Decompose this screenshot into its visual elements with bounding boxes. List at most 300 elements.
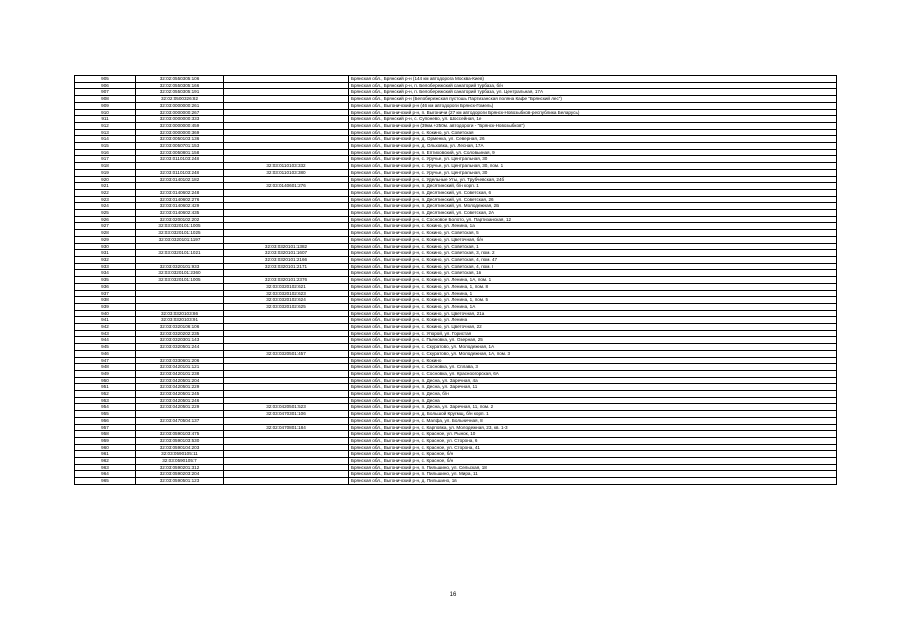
- building-cadastral-cell: [224, 444, 349, 451]
- table-row: [75, 156, 837, 163]
- building-cadastral-cell: [224, 337, 349, 344]
- building-cadastral-cell: [224, 431, 349, 438]
- row-number-cell: 914: [75, 136, 136, 143]
- land-cadastral-cell: 32:03:0470504:137: [136, 417, 224, 424]
- land-cadastral-cell: 32:03:0110103:248: [136, 156, 224, 163]
- land-cadastral-cell: 32:03:0320301:143: [136, 337, 224, 344]
- building-cadastral-cell: 32:03:0470301:106: [224, 411, 349, 418]
- row-number-cell: 954: [75, 404, 136, 411]
- address-cell: Брянская обл., Брянский р-н (Белобережская пустошь Партизанская поляна Кафе "Брянский лес"): [349, 96, 837, 103]
- building-cadastral-cell: [224, 129, 349, 136]
- table-row: [75, 122, 837, 129]
- address-cell: Брянская обл., Выгоничский р-н, с. Карповка, ул. Молодежная, 23, кв. 1-3: [349, 424, 837, 431]
- table-row: [75, 303, 837, 310]
- building-cadastral-cell: [224, 116, 349, 123]
- building-cadastral-cell: [224, 317, 349, 324]
- table-row: [75, 102, 837, 109]
- row-number-cell: 913: [75, 129, 136, 136]
- table-row: [75, 210, 837, 217]
- land-cadastral-cell: 32:03:0590104:203: [136, 444, 224, 451]
- row-number-cell: 942: [75, 324, 136, 331]
- address-cell: Брянская обл., Выгоничский р-н, с. Кокино, ул. Советская, 4, пом. I: [349, 263, 837, 270]
- building-cadastral-cell: [224, 357, 349, 364]
- table-row: [75, 337, 837, 344]
- address-cell: Брянская обл., Выгоничский р-н, п. Десна, ул. Заречная, 11: [349, 384, 837, 391]
- building-cadastral-cell: 32:03:0320101:1382: [224, 243, 349, 250]
- land-cadastral-cell: 32:03:0590201:312: [136, 464, 224, 471]
- row-number-cell: 960: [75, 444, 136, 451]
- building-cadastral-cell: 32:03:0110103:380: [224, 169, 349, 176]
- address-cell: Брянская обл., Выгоничский р-н, с. Кокино, ул. Ленина, 1а: [349, 223, 837, 230]
- land-cadastral-cell: [136, 183, 224, 190]
- land-cadastral-cell: 32:03:0200102:202: [136, 216, 224, 223]
- building-cadastral-cell: [224, 223, 349, 230]
- land-cadastral-cell: 32:03:0320101:1025: [136, 230, 224, 237]
- address-cell: Брянская обл., Выгоничский р-н, с. Кокино, ул. Советская: [349, 129, 837, 136]
- building-cadastral-cell: [224, 230, 349, 237]
- row-number-cell: 910: [75, 109, 136, 116]
- table-row: [75, 216, 837, 223]
- building-cadastral-cell: [224, 149, 349, 156]
- address-cell: Брянская обл., Выгоничский р-н (46 км автодороги Брянск-Гомель): [349, 102, 837, 109]
- building-cadastral-cell: [224, 364, 349, 371]
- table-row: [75, 350, 837, 357]
- land-cadastral-cell: 32:03:0320101:1197: [136, 236, 224, 243]
- row-number-cell: 956: [75, 417, 136, 424]
- table-row: [75, 451, 837, 458]
- land-cadastral-cell: 32:03:0590105:7: [136, 458, 224, 465]
- table-row: [75, 297, 837, 304]
- land-cadastral-cell: 32:02:0500326:82: [136, 96, 224, 103]
- address-cell: Брянская обл., Выгоничский р-н, п. Десна: [349, 397, 837, 404]
- table-row: [75, 330, 837, 337]
- address-cell: Брянская обл., Выгоничский р-н, д. Пильшино, 1в: [349, 478, 837, 485]
- row-number-cell: 912: [75, 122, 136, 129]
- building-cadastral-cell: [224, 82, 349, 89]
- table-row: [75, 344, 837, 351]
- address-cell: Брянская обл., Выгоничский р-н, с. Кокино, ул. Ленина, 1: [349, 290, 837, 297]
- address-cell: Брянская обл., Выгоничский р-н, с. Сосновка, ул. Сплава, 3: [349, 364, 837, 371]
- row-number-cell: 930: [75, 243, 136, 250]
- row-number-cell: 936: [75, 283, 136, 290]
- row-number-cell: 951: [75, 384, 136, 391]
- row-number-cell: 963: [75, 464, 136, 471]
- address-cell: Брянская обл., Выгоничский р-н, с. Кокино, ул. Цветочная, б/н: [349, 236, 837, 243]
- row-number-cell: 950: [75, 377, 136, 384]
- table-row: [75, 444, 837, 451]
- address-cell: Брянская обл., Выгоничский р-н, с. Малфа, ул. Больничная, 8: [349, 417, 837, 424]
- address-cell: Брянская обл., Выгоничский р-н, п. Десятинский, ул. Советская, 2А: [349, 210, 837, 217]
- address-cell: Брянская обл., Выгоничский р-н, с. Пьяновка, ул. Озерная, 25: [349, 337, 837, 344]
- table-row: [75, 116, 837, 123]
- table-row: [75, 370, 837, 377]
- land-cadastral-cell: 32:03:0320106:106: [136, 324, 224, 331]
- building-cadastral-cell: [224, 391, 349, 398]
- land-cadastral-cell: 32:02:0550305:106: [136, 76, 224, 83]
- address-cell: Брянская обл., Выгоничский р-н, с. Красное, б/н: [349, 458, 837, 465]
- land-cadastral-cell: 32:03:0590103:530: [136, 437, 224, 444]
- building-cadastral-cell: 32:03:0320102:624: [224, 297, 349, 304]
- land-cadastral-cell: 32:03:0330601:206: [136, 357, 224, 364]
- land-cadastral-cell: [136, 163, 224, 170]
- land-cadastral-cell: 32:03:0420101:238: [136, 370, 224, 377]
- address-cell: Брянская обл., Выгоничский р-н, п. Десятинский, ул. Молодежная, 2Б: [349, 203, 837, 210]
- building-cadastral-cell: [224, 102, 349, 109]
- table-row: [75, 76, 837, 83]
- table-row: [75, 324, 837, 331]
- table-row: [75, 109, 837, 116]
- table-row: [75, 129, 837, 136]
- address-cell: Брянская обл., Выгоничский р-н, п. Десна, ул. Заречная, 4а: [349, 377, 837, 384]
- row-number-cell: 918: [75, 163, 136, 170]
- row-number-cell: 964: [75, 471, 136, 478]
- building-cadastral-cell: [224, 89, 349, 96]
- address-cell: Брянская обл., Выгоничский р-н, с. Кокино, ул. Ленина, 1, пом. 8: [349, 283, 837, 290]
- table-row: [75, 397, 837, 404]
- building-cadastral-cell: 32:03:0320101:2166: [224, 256, 349, 263]
- land-cadastral-cell: 32:03:0320101:1005: [136, 277, 224, 284]
- page-number: 16: [449, 592, 457, 598]
- building-cadastral-cell: 32:03:0320501:457: [224, 350, 349, 357]
- table-row: [75, 223, 837, 230]
- property-table-body: [75, 76, 837, 485]
- land-cadastral-cell: 32:03:0420501:245: [136, 391, 224, 398]
- row-number-cell: 945: [75, 344, 136, 351]
- building-cadastral-cell: [224, 451, 349, 458]
- land-cadastral-cell: 32:03:0590105:11: [136, 451, 224, 458]
- table-row: [75, 236, 837, 243]
- row-number-cell: 931: [75, 250, 136, 257]
- table-row: [75, 270, 837, 277]
- address-cell: Брянская обл., Выгоничский р-н, п. Ептиховский, ул. Соловьиная, 9: [349, 149, 837, 156]
- row-number-cell: 939: [75, 303, 136, 310]
- building-cadastral-cell: [224, 76, 349, 83]
- address-cell: Брянская обл., Выгоничский р-н, п. Десятинский, б/н корп. 1: [349, 183, 837, 190]
- address-cell: Брянская обл., Брянский р-н (144 км автодорога Москва-Киев): [349, 76, 837, 83]
- building-cadastral-cell: [224, 210, 349, 217]
- table-row: [75, 478, 837, 485]
- address-cell: Брянская обл., Выгоничский р-н, с. Кокино: [349, 357, 837, 364]
- address-cell: Брянская обл., Выгоничский р-н, с. Кокино, ул. Советская, 1в: [349, 270, 837, 277]
- address-cell: Брянская обл., Выгоничский р-н, с. Кокино, ул. Ленина: [349, 317, 837, 324]
- building-cadastral-cell: 32:03:0320102:625: [224, 303, 349, 310]
- land-cadastral-cell: 32:03:0140102:182: [136, 176, 224, 183]
- row-number-cell: 946: [75, 350, 136, 357]
- land-cadastral-cell: 32:03:0420501:229: [136, 384, 224, 391]
- row-number-cell: 925: [75, 210, 136, 217]
- building-cadastral-cell: 32:03:0420501:523: [224, 404, 349, 411]
- address-cell: Брянская обл., Выгоничский р-н, с. Упорой, ул. Гористая: [349, 330, 837, 337]
- row-number-cell: 959: [75, 437, 136, 444]
- building-cadastral-cell: [224, 122, 349, 129]
- table-row: [75, 263, 837, 270]
- land-cadastral-cell: 32:03:0140602:248: [136, 189, 224, 196]
- table-row: [75, 458, 837, 465]
- table-row: [75, 183, 837, 190]
- table-row: [75, 424, 837, 431]
- table-row: [75, 317, 837, 324]
- table-row: [75, 136, 837, 143]
- land-cadastral-cell: [136, 243, 224, 250]
- building-cadastral-cell: [224, 270, 349, 277]
- land-cadastral-cell: 32:03:0320101:933: [136, 263, 224, 270]
- land-cadastral-cell: 32:03:0000000:333: [136, 116, 224, 123]
- row-number-cell: 927: [75, 223, 136, 230]
- address-cell: Брянская обл., Выгоничский р-н, с. Кокино, ул. Цветочная, 22: [349, 324, 837, 331]
- land-cadastral-cell: 32:03:0320101:2360: [136, 270, 224, 277]
- address-cell: Брянская обл., Выгоничский р-н, с. Уручье, ул. Центральная, 30: [349, 156, 837, 163]
- row-number-cell: 905: [75, 76, 136, 83]
- row-number-cell: 909: [75, 102, 136, 109]
- building-cadastral-cell: [224, 189, 349, 196]
- address-cell: Брянская обл., Выгоничский р-н, п. Десятинский, ул. Советская, 6: [349, 189, 837, 196]
- row-number-cell: 934: [75, 270, 136, 277]
- address-cell: Брянская обл., Выгоничский р-н, с. Уручье, ул. Центральная, 30, пом. 1: [349, 163, 837, 170]
- land-cadastral-cell: 32:03:0050103:136: [136, 136, 224, 143]
- address-cell: Брянская обл., Выгоничский р-н, с. Сосновое Болото, ул. Партизанская, 12: [349, 216, 837, 223]
- table-row: [75, 290, 837, 297]
- building-cadastral-cell: [224, 471, 349, 478]
- land-cadastral-cell: 32:03:0320202:235: [136, 330, 224, 337]
- land-cadastral-cell: 32:02:0550305:191: [136, 89, 224, 96]
- table-row: [75, 417, 837, 424]
- building-cadastral-cell: [224, 464, 349, 471]
- row-number-cell: 943: [75, 330, 136, 337]
- building-cadastral-cell: 32:03:0140601:276: [224, 183, 349, 190]
- building-cadastral-cell: [224, 458, 349, 465]
- land-cadastral-cell: 32:03:0000000:459: [136, 122, 224, 129]
- building-cadastral-cell: [224, 96, 349, 103]
- address-cell: Брянская обл., Выгоничский р-н, с. Кокино, ул. Цветочная, 21а: [349, 310, 837, 317]
- row-number-cell: 907: [75, 89, 136, 96]
- land-cadastral-cell: 32:03:0140602:435: [136, 210, 224, 217]
- land-cadastral-cell: [136, 283, 224, 290]
- land-cadastral-cell: 32:03:0320101:1005: [136, 223, 224, 230]
- building-cadastral-cell: [224, 203, 349, 210]
- building-cadastral-cell: [224, 370, 349, 377]
- address-cell: Брянская обл., Выгоничский р-н, с. Кокино, ул. Советская, 1: [349, 243, 837, 250]
- address-cell: Брянская обл., Выгоничский р-н, с. Кокино, ул. Ленина, 1, пом. 5: [349, 297, 837, 304]
- land-cadastral-cell: 32:03:0140602:429: [136, 203, 224, 210]
- land-cadastral-cell: 32:03:0590203:204: [136, 471, 224, 478]
- table-row: [75, 464, 837, 471]
- row-number-cell: 917: [75, 156, 136, 163]
- building-cadastral-cell: [224, 176, 349, 183]
- land-cadastral-cell: 32:03:0320103:86: [136, 310, 224, 317]
- row-number-cell: 957: [75, 424, 136, 431]
- row-number-cell: 932: [75, 256, 136, 263]
- row-number-cell: 933: [75, 263, 136, 270]
- building-cadastral-cell: [224, 344, 349, 351]
- address-cell: Брянская обл., Выгоничский р-н, с. Кокино, ул. Ленина, 1А: [349, 303, 837, 310]
- address-cell: Брянская обл., Выгоничский р-н, д. Орменка, ул. Северная, 26: [349, 136, 837, 143]
- table-row: [75, 149, 837, 156]
- table-row: [75, 230, 837, 237]
- row-number-cell: 911: [75, 116, 136, 123]
- table-row: [75, 364, 837, 371]
- table-row: [75, 256, 837, 263]
- land-cadastral-cell: 32:03:0320101:1021: [136, 250, 224, 257]
- table-row: [75, 143, 837, 150]
- address-cell: Брянская обл., Выгоничский р-н, с. Кокино, ул. Ленина, 1А, пом. 1: [349, 277, 837, 284]
- row-number-cell: 949: [75, 370, 136, 377]
- address-cell: Брянская обл., Выгоничский р-н, с. Красное, ул. Сторона, 41: [349, 444, 837, 451]
- land-cadastral-cell: [136, 256, 224, 263]
- table-row: [75, 89, 837, 96]
- land-cadastral-cell: [136, 297, 224, 304]
- address-cell: Брянская обл., Выгоничский р-н, с. Удельные Уты, ул. Трубчевская, 24б: [349, 176, 837, 183]
- row-number-cell: 958: [75, 431, 136, 438]
- building-cadastral-cell: 32:02:0470801:184: [224, 424, 349, 431]
- address-cell: Брянская обл., Выгоничский р-н, п. Десятинский, ул. Советская, 26: [349, 196, 837, 203]
- address-cell: Брянская обл., Выгоничский р-н, п. Пильшино, ул. Сельская, 18: [349, 464, 837, 471]
- building-cadastral-cell: 32:03:0320101:2376: [224, 277, 349, 284]
- table-row: [75, 196, 837, 203]
- table-row: [75, 377, 837, 384]
- building-cadastral-cell: [224, 397, 349, 404]
- row-number-cell: 941: [75, 317, 136, 324]
- row-number-cell: 965: [75, 478, 136, 485]
- land-cadastral-cell: 32:03:0000000:267: [136, 109, 224, 116]
- row-number-cell: 937: [75, 290, 136, 297]
- row-number-cell: 962: [75, 458, 136, 465]
- table-row: [75, 391, 837, 398]
- land-cadastral-cell: 32:03:0000000:261: [136, 102, 224, 109]
- table-row: [75, 384, 837, 391]
- row-number-cell: 916: [75, 149, 136, 156]
- land-cadastral-cell: [136, 424, 224, 431]
- address-cell: Брянская обл., Выгоничский р-н, д. Ольховка, ул. Лесная, 17А: [349, 143, 837, 150]
- table-row: [75, 471, 837, 478]
- table-row: [75, 310, 837, 317]
- building-cadastral-cell: 32:03:0320101:1607: [224, 250, 349, 257]
- building-cadastral-cell: [224, 478, 349, 485]
- table-row: [75, 431, 837, 438]
- building-cadastral-cell: [224, 196, 349, 203]
- row-number-cell: 919: [75, 169, 136, 176]
- address-cell: Брянская обл., Выгоничский р-н, с. Скуратово, ул. Молодежная, 1А: [349, 344, 837, 351]
- land-cadastral-cell: 32:03:0590501:123: [136, 478, 224, 485]
- address-cell: Брянская обл., Выгоничский р-н, с. Красное, ул. Рынок, 10: [349, 431, 837, 438]
- table-row: [75, 189, 837, 196]
- land-cadastral-cell: 32:03:0050801:158: [136, 149, 224, 156]
- building-cadastral-cell: [224, 136, 349, 143]
- table-row: [75, 163, 837, 170]
- land-cadastral-cell: 32:03:0590103:475: [136, 431, 224, 438]
- land-cadastral-cell: [136, 290, 224, 297]
- building-cadastral-cell: [224, 437, 349, 444]
- land-cadastral-cell: 32:03:0420101:121: [136, 364, 224, 371]
- row-number-cell: 929: [75, 236, 136, 243]
- row-number-cell: 944: [75, 337, 136, 344]
- land-cadastral-cell: 32:03:0420501:246: [136, 397, 224, 404]
- land-cadastral-cell: [136, 350, 224, 357]
- row-number-cell: 938: [75, 297, 136, 304]
- address-cell: Брянская обл., Выгоничский р-н, с. Кокино, ул. Советская, 4, пом. 47: [349, 256, 837, 263]
- building-cadastral-cell: [224, 216, 349, 223]
- land-cadastral-cell: 32:03:0140602:276: [136, 196, 224, 203]
- land-cadastral-cell: 32:03:0050701:153: [136, 143, 224, 150]
- property-table: [74, 75, 837, 485]
- building-cadastral-cell: 32:03:0320102:623: [224, 290, 349, 297]
- row-number-cell: 923: [75, 196, 136, 203]
- building-cadastral-cell: [224, 384, 349, 391]
- address-cell: Брянская обл., Выгоничский р-н, д. Большой Кругмщ, б/н корп. 1: [349, 411, 837, 418]
- land-cadastral-cell: 32:03:0320501:244: [136, 344, 224, 351]
- address-cell: Брянская обл., Выгоничский р-н, с. Уручье, ул. Центральная, 30: [349, 169, 837, 176]
- address-cell: Брянская обл., Выгоничский р-н, с. Скуратово, ул. Молодежная, 1А, пом. 3: [349, 350, 837, 357]
- address-cell: Брянская обл., Выгоничский р-н, п. Десна, ул. Заречная, 11, пом. 2: [349, 404, 837, 411]
- table-row: [75, 169, 837, 176]
- address-cell: Брянская обл., Выгоничский р-н, п. Десна, б/н: [349, 391, 837, 398]
- address-cell: Брянская обл., Выгоничский р-н, с. Кокино, ул. Советская, 5: [349, 230, 837, 237]
- building-cadastral-cell: [224, 143, 349, 150]
- address-cell: Брянская обл., Выгоничский р-н, п. Пильшино, ул. Мира, 11: [349, 471, 837, 478]
- table-row: [75, 411, 837, 418]
- table-row: [75, 243, 837, 250]
- table-row: [75, 250, 837, 257]
- building-cadastral-cell: [224, 236, 349, 243]
- row-number-cell: 915: [75, 143, 136, 150]
- building-cadastral-cell: [224, 156, 349, 163]
- land-cadastral-cell: 32:03:0420501:204: [136, 377, 224, 384]
- table-row: [75, 357, 837, 364]
- row-number-cell: 947: [75, 357, 136, 364]
- row-number-cell: 935: [75, 277, 136, 284]
- building-cadastral-cell: [224, 324, 349, 331]
- row-number-cell: 908: [75, 96, 136, 103]
- land-cadastral-cell: 32:03:0000000:369: [136, 129, 224, 136]
- row-number-cell: 921: [75, 183, 136, 190]
- row-number-cell: 940: [75, 310, 136, 317]
- row-number-cell: 928: [75, 230, 136, 237]
- table-row: [75, 404, 837, 411]
- row-number-cell: 961: [75, 451, 136, 458]
- row-number-cell: 955: [75, 411, 136, 418]
- table-row: [75, 437, 837, 444]
- table-row: [75, 176, 837, 183]
- table-row: [75, 203, 837, 210]
- land-cadastral-cell: 32:03:0420501:229: [136, 404, 224, 411]
- address-cell: Брянская обл., Брянский р-н, с. Супонево, ул. Шоссейная, 1е: [349, 116, 837, 123]
- table-row: [75, 283, 837, 290]
- address-cell: Брянская обл., Брянский р-н, п. Белобережский санаторий турбаза, ул. Центральная, 17А: [349, 89, 837, 96]
- land-cadastral-cell: 32:03:0320103:91: [136, 317, 224, 324]
- row-number-cell: 920: [75, 176, 136, 183]
- building-cadastral-cell: [224, 330, 349, 337]
- table-row: [75, 96, 837, 103]
- address-cell: Брянская обл., Выгоничский р-н, п. Выгоничи (27 км автодороги Брянск-Новозыбков-республика Беларусь): [349, 109, 837, 116]
- land-cadastral-cell: 32:02:0550305:166: [136, 82, 224, 89]
- address-cell: Брянская обл., Выгоничский р-н, с. Красное, б/н: [349, 451, 837, 458]
- building-cadastral-cell: [224, 417, 349, 424]
- row-number-cell: 924: [75, 203, 136, 210]
- row-number-cell: 926: [75, 216, 136, 223]
- address-cell: Брянская обл., Выгоничский р-н, с. Сосновка, ул. Красноогорская, 6А: [349, 370, 837, 377]
- building-cadastral-cell: 32:03:0320101:2171: [224, 263, 349, 270]
- row-number-cell: 922: [75, 189, 136, 196]
- building-cadastral-cell: 32:03:0110103:332: [224, 163, 349, 170]
- row-number-cell: 906: [75, 82, 136, 89]
- row-number-cell: 952: [75, 391, 136, 398]
- address-cell: Брянская обл., Брянский р-н, п. Белобережский санаторий турбаза, б/н: [349, 82, 837, 89]
- table-row: [75, 82, 837, 89]
- row-number-cell: 948: [75, 364, 136, 371]
- table-row: [75, 277, 837, 284]
- building-cadastral-cell: [224, 109, 349, 116]
- land-cadastral-cell: 32:03:0110103:248: [136, 169, 224, 176]
- row-number-cell: 953: [75, 397, 136, 404]
